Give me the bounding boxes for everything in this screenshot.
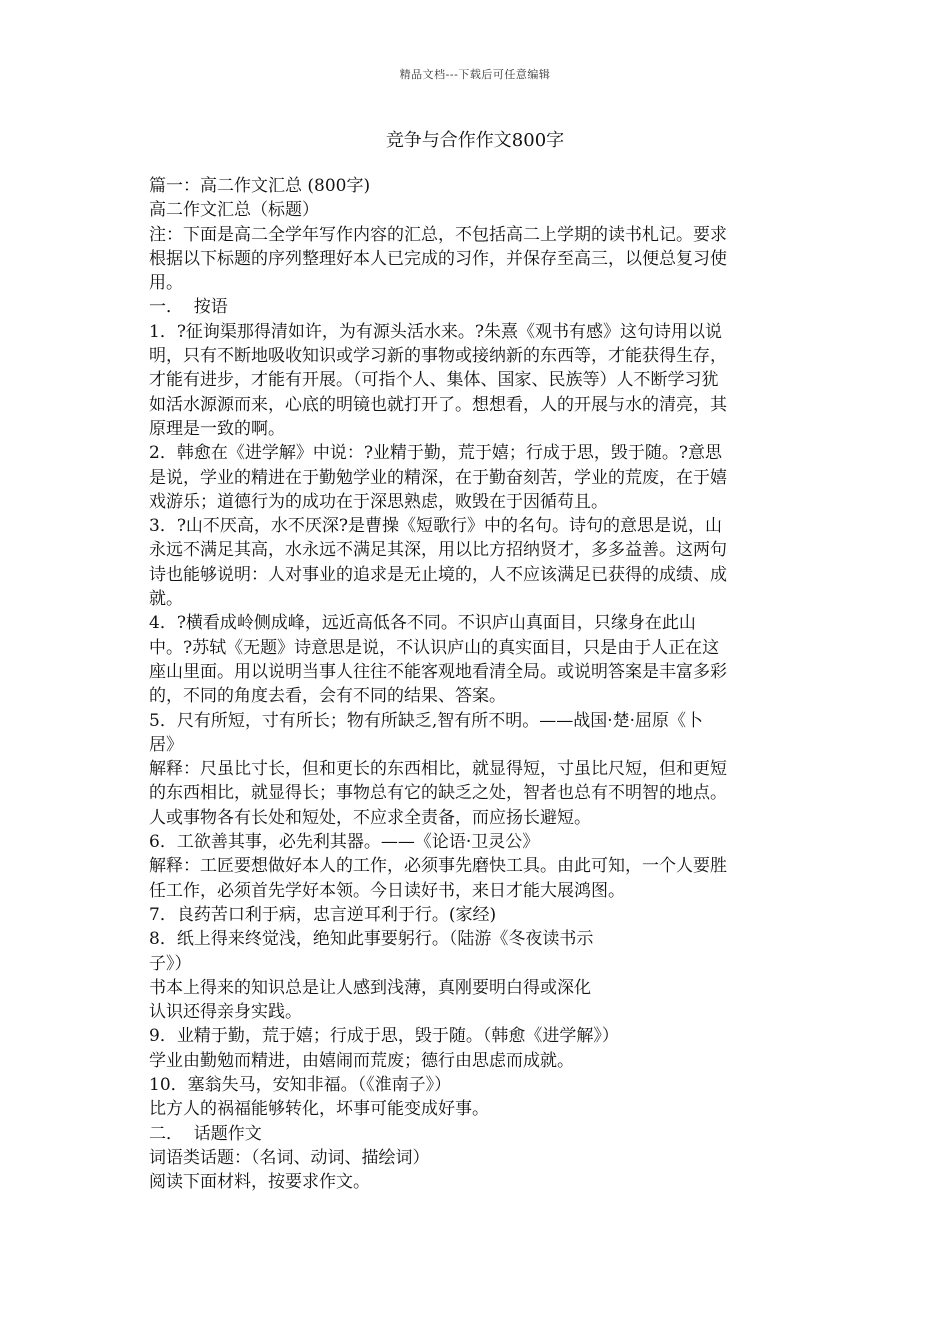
body-line: 9．业精于勤，荒于嬉；行成于思，毁于随。（韩愈《进学解》） bbox=[149, 1026, 619, 1047]
body-line: 解释：尺虽比寸长，但和更长的东西相比，就显得短，寸虽比尺短，但和更短 bbox=[149, 759, 727, 780]
body-line: 书本上得来的知识总是让人感到浅薄，真刚要明白得或深化 bbox=[149, 977, 591, 998]
body-line: 4．?横看成岭侧成峰，远近高低各不同。不识庐山真面目，只缘身在此山 bbox=[149, 613, 696, 634]
body-line: 认识还得亲身实践。 bbox=[149, 1002, 302, 1023]
body-line: 居》 bbox=[149, 734, 183, 755]
body-line: 人或事物各有长处和短处，不应求全责备，而应扬长避短。 bbox=[149, 807, 591, 828]
body-line: 的，不同的角度去看，会有不同的结果、答案。 bbox=[149, 686, 506, 707]
body-line: 学业由勤勉而精进，由嬉闹而荒废；德行由思虑而成就。 bbox=[149, 1050, 574, 1071]
body-line: 10．塞翁失马，安知非福。（《淮南子》） bbox=[149, 1074, 452, 1095]
body-line: 任工作，必须首先学好本领。今日读好书，来日才能大展鸿图。 bbox=[149, 880, 625, 901]
body-line: 如活水源源而来，心底的明镜也就打开了。想想看，人的开展与水的清亮，其 bbox=[149, 394, 727, 415]
body-line: 就。 bbox=[149, 589, 183, 610]
document-body bbox=[149, 174, 809, 1194]
body-line: 8．纸上得来终觉浅，绝知此事要躬行。（陆游《冬夜读书示 bbox=[149, 929, 594, 950]
body-line: 诗也能够说明：人对事业的追求是无止境的，人不应该满足已获得的成绩、成 bbox=[149, 564, 727, 585]
body-line: 5．尺有所短，寸有所长；物有所缺乏,智有所不明。——战国·楚·屈原《卜 bbox=[149, 710, 704, 731]
body-line: 阅读下面材料，按要求作文。 bbox=[149, 1172, 370, 1193]
body-line: 词语类话题：（名词、动词、描绘词） bbox=[149, 1147, 430, 1168]
body-line: 一． 按语 bbox=[149, 297, 228, 318]
body-line: 注：下面是高二全学年写作内容的汇总，不包括高二上学期的读书札记。要求 bbox=[149, 224, 727, 245]
body-line: 3．?山不厌高，水不厌深?是曹操《短歌行》中的名句。诗句的意思是说，山 bbox=[149, 516, 723, 537]
body-line: 用。 bbox=[149, 273, 183, 294]
body-line: 篇一：高二作文汇总 (800字) bbox=[149, 176, 371, 196]
body-line: 中。?苏轼《无题》诗意思是说，不认识庐山的真实面目，只是由于人正在这 bbox=[149, 637, 720, 658]
body-line: 高二作文汇总（标题） bbox=[149, 200, 319, 221]
body-line: 2．韩愈在《进学解》中说：?业精于勤，荒于嬉；行成于思，毁于随。?意思 bbox=[149, 443, 723, 464]
body-line: 7．良药苦口利于病，忠言逆耳利于行。(家经) bbox=[149, 904, 497, 925]
body-line: 原理是一致的啊。 bbox=[149, 418, 285, 439]
body-line: 1．?征询渠那得清如许，为有源头活水来。?朱熹《观书有感》这句诗用以说 bbox=[149, 321, 723, 342]
body-line: 戏游乐；道德行为的成功在于深思熟虑，败毁在于因循苟且。 bbox=[149, 491, 608, 512]
body-line: 比方人的祸福能够转化，坏事可能变成好事。 bbox=[149, 1099, 489, 1120]
body-line: 二． 话题作文 bbox=[149, 1123, 262, 1144]
body-line: 子》） bbox=[149, 953, 192, 974]
body-line: 永远不满足其高，水永远不满足其深，用以比方招纳贤才，多多益善。这两句 bbox=[149, 540, 727, 561]
document-title: 竞争与合作作文800字 bbox=[385, 130, 565, 151]
body-line: 解释：工匠要想做好本人的工作，必须事先磨快工具。由此可知，一个人要胜 bbox=[149, 856, 727, 877]
page-header-note: 精品文档---下载后可任意编辑 bbox=[399, 68, 551, 81]
body-line: 的东西相比，就显得长；事物总有它的缺乏之处，智者也总有不明智的地点。 bbox=[149, 783, 727, 804]
body-line: 是说，学业的精进在于勤勉学业的精深，在于勤奋刻苦，学业的荒废，在于嬉 bbox=[149, 467, 727, 488]
body-line: 根据以下标题的序列整理好本人已完成的习作，并保存至高三，以便总复习使 bbox=[149, 248, 727, 269]
body-line: 才能有进步，才能有开展。（可指个人、集体、国家、民族等）人不断学习犹 bbox=[149, 370, 719, 391]
body-line: 明，只有不断地吸收知识或学习新的事物或接纳新的东西等，才能获得生存， bbox=[149, 346, 727, 367]
body-line: 座山里面。用以说明当事人往往不能客观地看清全局。或说明答案是丰富多彩 bbox=[149, 661, 727, 682]
body-line: 6．工欲善其事，必先利其器。——《论语·卫灵公》 bbox=[149, 832, 540, 853]
